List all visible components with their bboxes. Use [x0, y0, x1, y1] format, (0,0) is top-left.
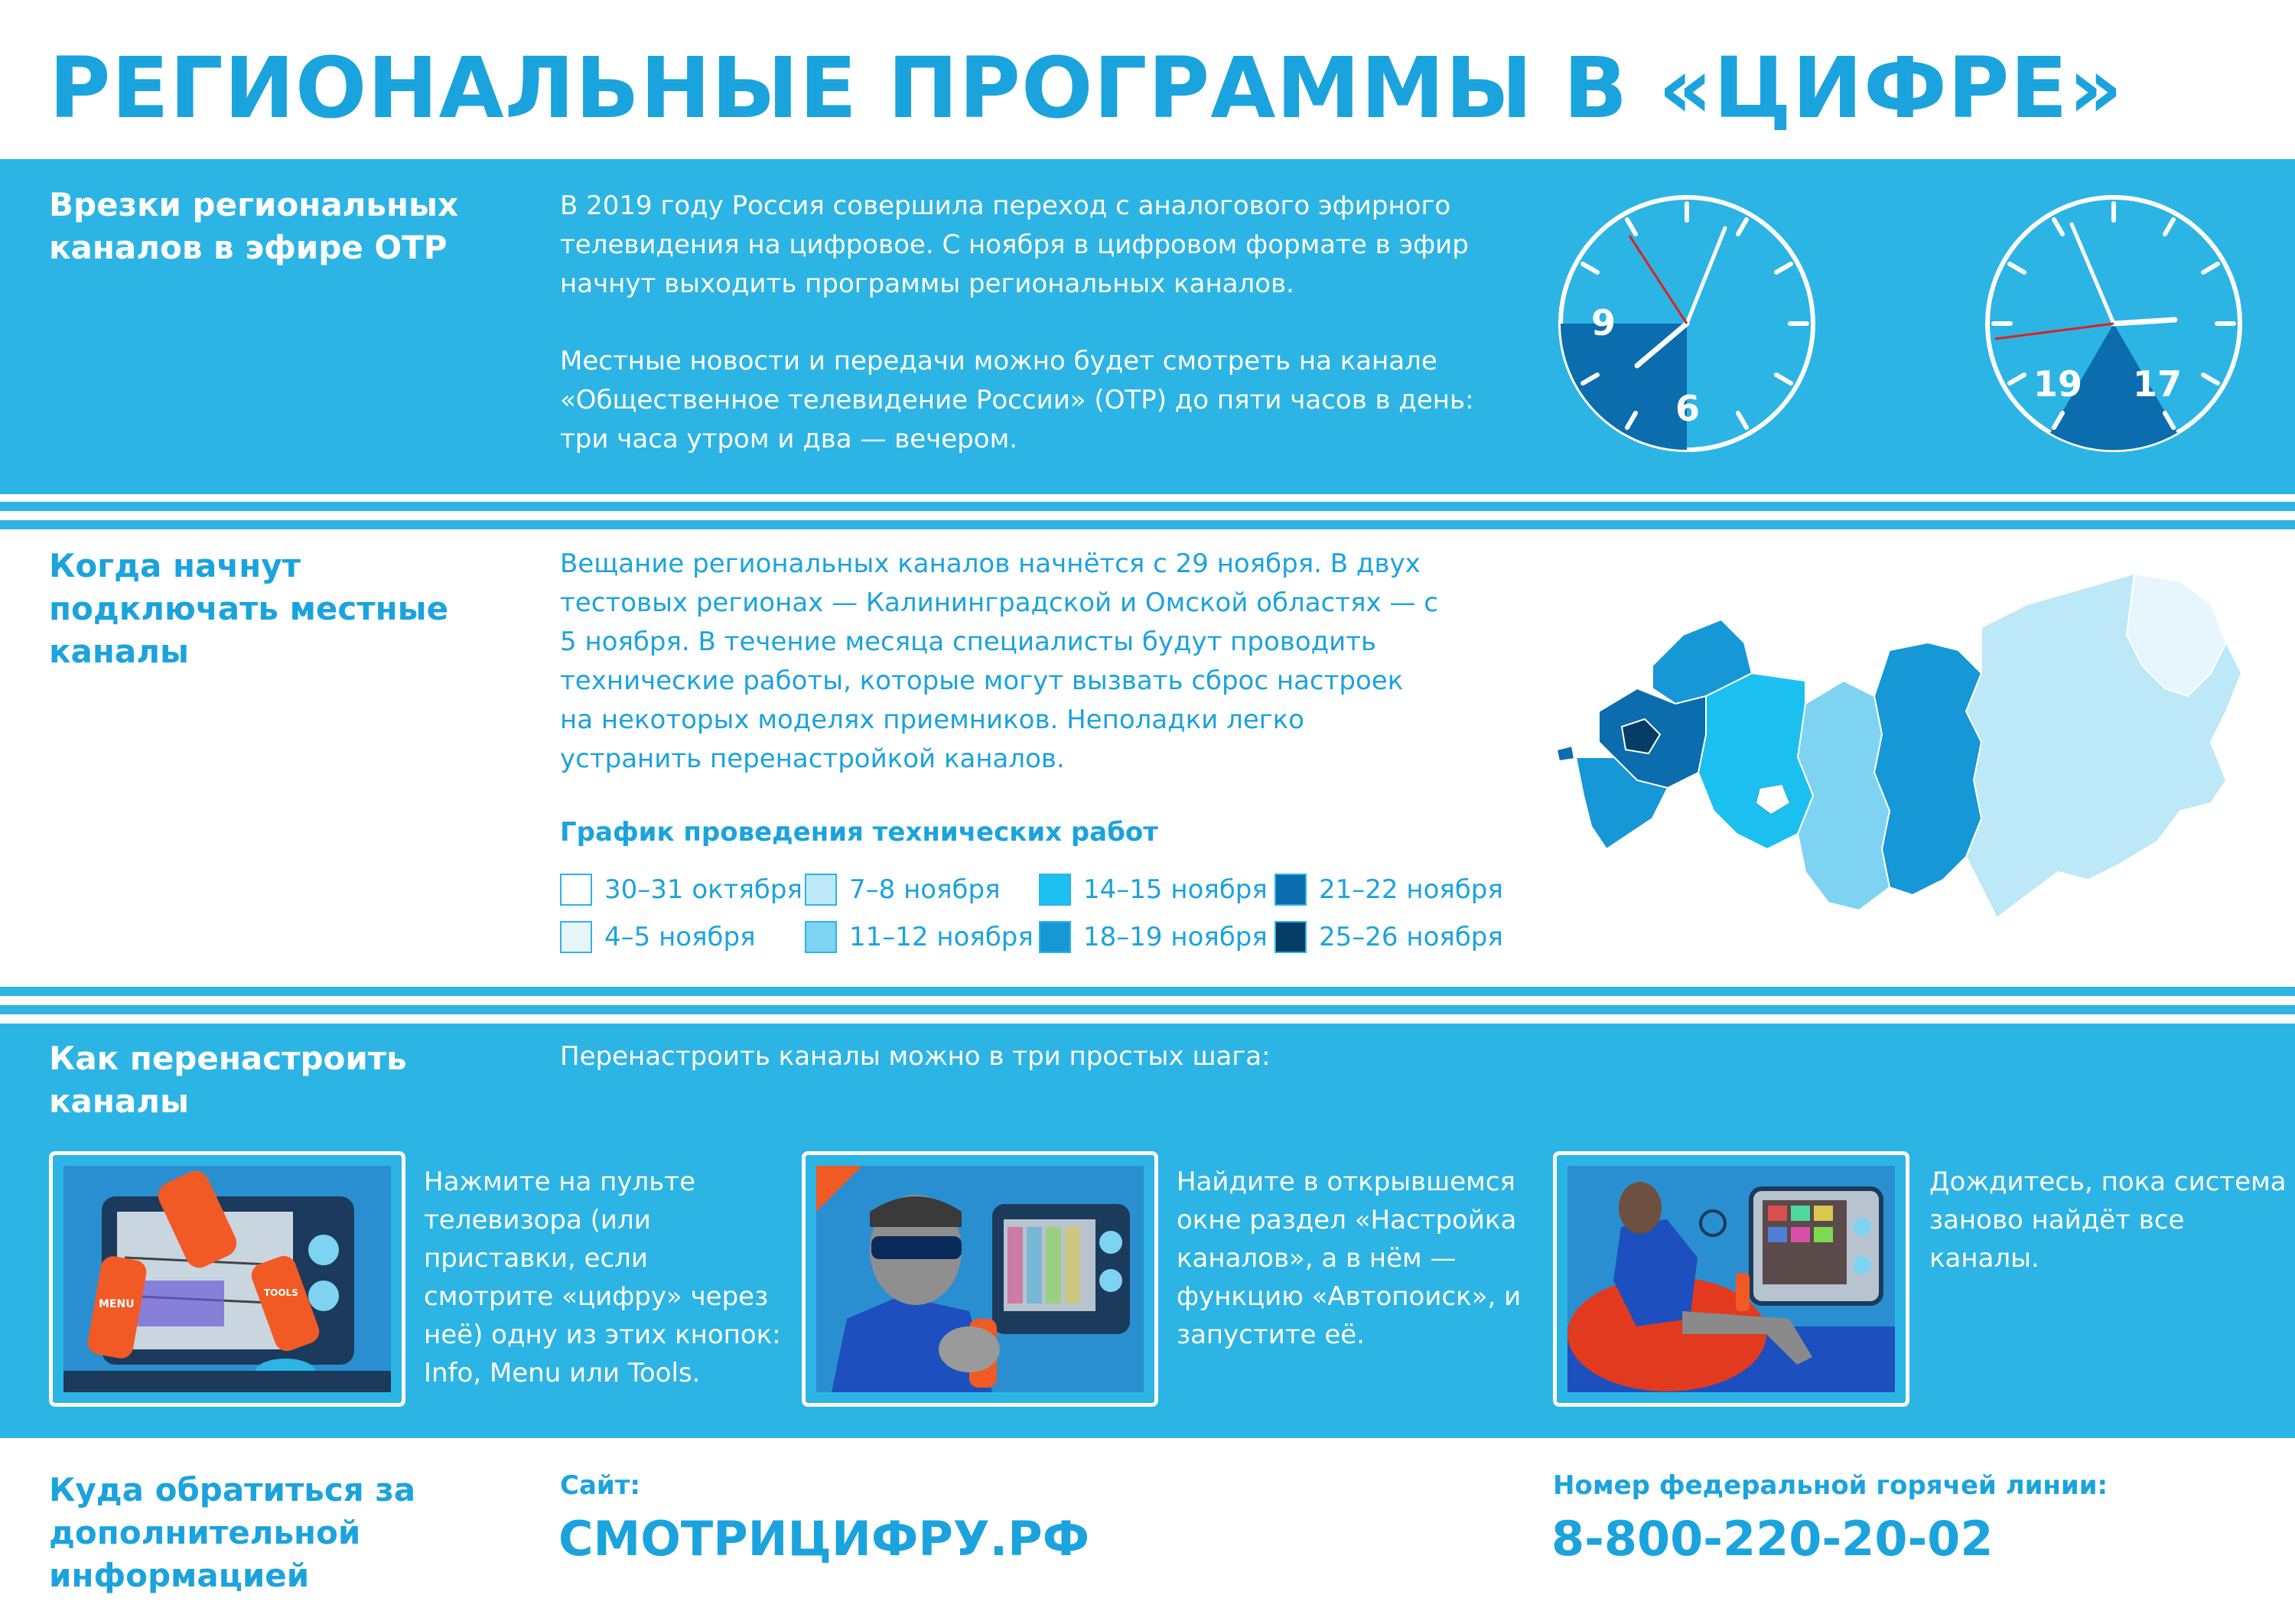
section-regional-text: Вещание региональных каналов начнётся с 29 ноября. В двух тестовых регионах — Калининградской и Омской областях — с 5 ноября. В течение месяца специалисты будут проводить технические работы, которые могут вызвать сброс настроек на некоторых моделях приемников. Неполадки легко устранить перенастройкой каналов.	[560, 548, 1438, 774]
clock-morning-end-label: 6	[1675, 388, 1701, 429]
divider-stripe	[0, 520, 2295, 529]
site-link[interactable]: СМОТРИЦИФРУ.РФ	[558, 1511, 1090, 1567]
divider-stripe	[0, 1005, 2295, 1014]
step-1-scene	[63, 1166, 391, 1392]
legend-swatch	[805, 921, 837, 953]
legend-label: 7–8 ноября	[849, 874, 1001, 905]
section-otr-heading: Врезки региональных каналов в эфире ОТР	[49, 186, 459, 266]
step-2-text: Найдите в открывшемся окне раздел «Настройка каналов», а в нём — функцию «Автопоиск», и запустите её.	[1177, 1167, 1522, 1350]
clock-evening-icon	[1980, 190, 2248, 457]
tv-remote-scene-icon	[63, 1166, 391, 1392]
legend-label: 14–15 ноября	[1083, 874, 1268, 905]
map-region-kaliningrad	[1557, 746, 1574, 761]
legend-label: 21–22 ноября	[1319, 874, 1503, 905]
legend-swatch	[1039, 921, 1071, 953]
step-3-illustration	[1553, 1151, 1909, 1407]
site-label: Сайт:	[560, 1470, 641, 1501]
legend-swatch	[1274, 874, 1307, 906]
legend-item	[1274, 871, 1503, 909]
remote-menu-label: MENU	[99, 1298, 135, 1310]
clock-evening-left-label: 19	[2033, 363, 2083, 405]
remote-tools-label: TOOLS	[264, 1287, 298, 1298]
map-region-urals	[1698, 673, 1813, 849]
legend-item	[805, 918, 1034, 956]
step-2-illustration	[802, 1151, 1158, 1407]
section-contacts-heading: Куда обратиться за дополнительной информацией	[49, 1471, 416, 1594]
schedule-title: График проведения технических работ	[560, 817, 1158, 848]
legend-item	[1039, 918, 1268, 956]
page-title: РЕГИОНАЛЬНЫЕ ПРОГРАММЫ В «ЦИФРЕ»	[49, 39, 2124, 137]
schedule-legend	[560, 871, 1554, 978]
section-retune-heading: Как перенастроить каналы	[49, 1040, 407, 1120]
section-otr-text	[560, 187, 1478, 497]
legend-swatch	[805, 874, 837, 906]
section-regional-heading: Когда начнут подключать местные каналы	[49, 547, 449, 670]
legend-item	[560, 871, 802, 909]
step-2-scene	[816, 1166, 1144, 1392]
legend-label: 11–12 ноября	[849, 922, 1034, 952]
divider-stripe	[0, 502, 2295, 511]
section-otr-paragraph-1: В 2019 году Россия совершила переход с аналогового эфирного телевидения на цифровое. С ноября в цифровом формате в эфир начнут выходить программы региональных каналов.	[560, 190, 1469, 299]
step-1-text: Нажмите на пульте телевизора (или приставки, если смотрите «цифру» через неё) одну из этих кнопок: Info, Menu или Tools.	[424, 1167, 781, 1388]
legend-item	[560, 918, 756, 956]
legend-label: 4–5 ноября	[604, 922, 756, 952]
man-with-remote-scene-icon	[816, 1166, 1144, 1392]
legend-label: 18–19 ноября	[1083, 922, 1268, 952]
section-retune-intro: Перенастроить каналы можно в три простых шага:	[560, 1041, 1271, 1072]
legend-swatch	[560, 921, 592, 953]
section-otr-paragraph-2: Местные новости и передачи можно будет смотреть на канале «Общественное телевидение России» (ОТР) до пяти часов в день: три часа утром и два — вечером.	[560, 346, 1474, 454]
legend-label: 30–31 октября	[604, 874, 802, 905]
hotline-number[interactable]: 8-800-220-20-02	[1551, 1511, 1994, 1567]
legend-swatch	[1039, 874, 1071, 906]
russia-map	[1553, 558, 2257, 941]
hotline-label: Номер федеральной горячей линии:	[1553, 1470, 2108, 1501]
legend-item	[805, 871, 1001, 909]
legend-item	[1274, 918, 1503, 956]
step-1-illustration	[49, 1151, 405, 1407]
clock-morning-start-label: 9	[1591, 302, 1616, 343]
legend-swatch	[1274, 921, 1307, 953]
legend-item	[1039, 871, 1268, 909]
legend-swatch	[560, 874, 592, 906]
step-3-scene	[1567, 1166, 1895, 1392]
divider-stripe	[0, 987, 2295, 996]
legend-label: 25–26 ноября	[1319, 922, 1503, 952]
clock-morning-icon	[1553, 190, 1821, 457]
man-on-beanbag-scene-icon	[1567, 1166, 1895, 1392]
step-3-text: Дождитесь, пока система заново найдёт все каналы.	[1929, 1167, 2287, 1274]
clock-evening-right-label: 17	[2133, 363, 2183, 405]
map-region-siberia-dark	[1874, 643, 1981, 895]
